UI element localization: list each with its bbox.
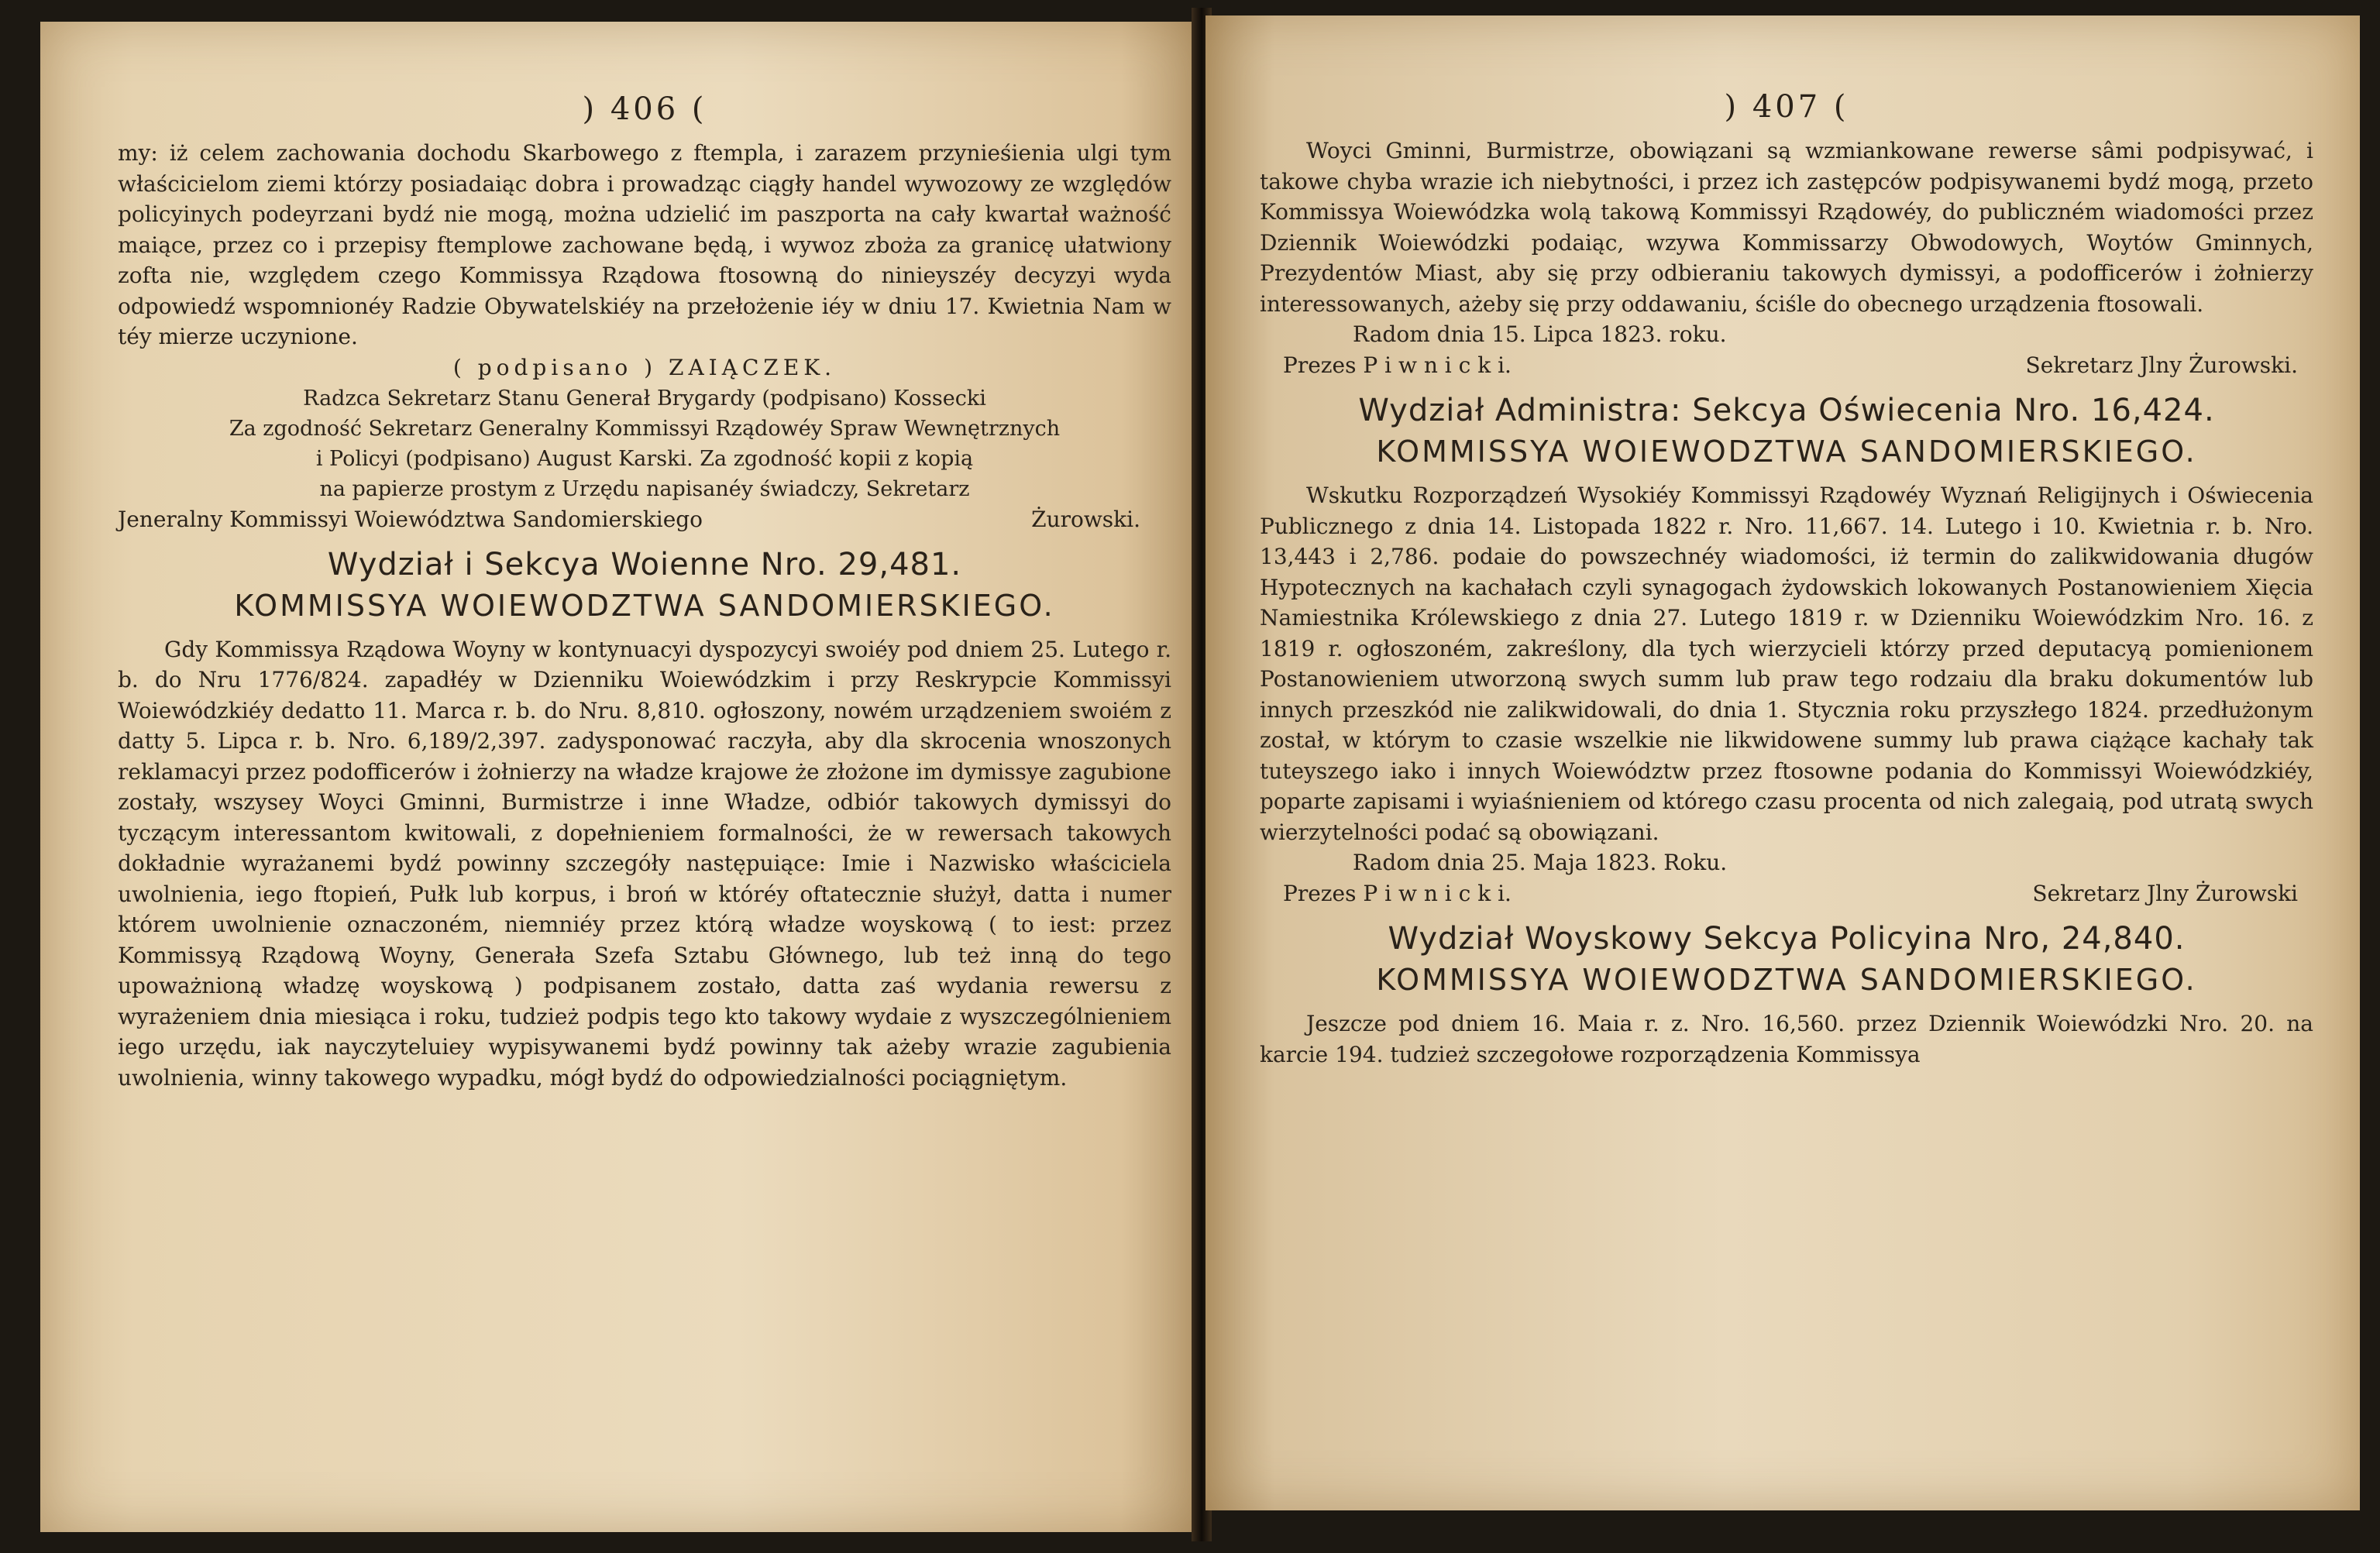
date-2: Radom dnia 25. Maja 1823. Roku. xyxy=(1353,850,1728,875)
secretary-1: Sekretarz Jlny Żurowski. xyxy=(2025,352,2298,378)
right-commission-title-2: KOMMISSYA WOIEWODZTWA SANDOMIERSKIEGO. xyxy=(1376,963,2197,997)
right-page xyxy=(1205,15,2360,1510)
left-continuation-text: my: iż celem zachowania dochodu Skarbowego z ftempla, i zarazem przynieśienia ulgi tym właścicielom ziemi którzy posiadaiąc dobra i prowadząc ciągły handel wywozowy ze względów policyinych podeyrzani bydź nie mogą, można udzielić im paszporta na cały kwartał ważność maiące, przez co i przepisy ftemplowe zachowane będą, i wywoz zboża za granicę ułatwiony zofta nie, względem czego Kommissya Rządowa ftosowną do ninieyszéy decyzyi wyda odpowiedź wspomnionéy Radzie Obywatelskiéy na przełożenie iéy w dniu 17. Kwietnia Nam w téy mierze uczynione. xyxy=(118,140,1171,349)
signatories-1 xyxy=(1260,350,2313,381)
signature-text: ( podpisano ) ZAIĄCZEK. xyxy=(452,354,837,380)
date-1: Radom dnia 15. Lipca 1823. roku. xyxy=(1353,321,1727,347)
secretary-2: Sekretarz Jlny Żurowski xyxy=(2032,881,2298,906)
right-section-title: Wydział Administra: Sekcya Oświecenia Nro. 16,424. xyxy=(1358,393,2215,428)
conformity-line-1: Za zgodność Sekretarz Generalny Kommissyi Rządowéy Spraw Wewnętrznych xyxy=(229,416,1061,441)
signature-line xyxy=(118,352,1171,383)
left-page xyxy=(40,22,1202,1532)
conformity-line-2: i Policyi (podpisano) August Karski. Za zgodność kopii z kopią xyxy=(315,446,974,471)
conformity-office: Jeneralny Kommissyi Woiewództwa Sandomierskiego xyxy=(118,506,703,532)
date-line-2 xyxy=(1260,847,2313,878)
left-commission-title: KOMMISSYA WOIEWODZTWA SANDOMIERSKIEGO. xyxy=(234,588,1055,623)
president-2: Prezes P i w n i c k i. xyxy=(1283,881,1512,906)
date-line-1 xyxy=(1260,319,2313,350)
conformity-line-4 xyxy=(118,504,1171,535)
right-body-text-2: Jeszcze pod dniem 16. Maia r. z. Nro. 16,560. przez Dziennik Woiewódzki Nro. 20. na karcie 194. tudzież szczegołowe rozporządzenia Kommissya xyxy=(1260,1011,2313,1067)
page-number-left: ) 406 ( xyxy=(582,91,707,127)
right-commission-title: KOMMISSYA WOIEWODZTWA SANDOMIERSKIEGO. xyxy=(1376,435,2197,469)
conformity-line-3: na papierze prostym z Urzędu napisanéy świadczy, Sekretarz xyxy=(319,476,970,501)
signatories-2 xyxy=(1260,878,2313,909)
conformity-signatory: Żurowski. xyxy=(1031,506,1140,532)
secretary-line: Radzca Sekretarz Stanu Generał Brygardy (podpisano) Kossecki xyxy=(303,386,986,411)
right-section-title-2: Wydział Woyskowy Sekcya Policyina Nro, 24,840. xyxy=(1388,921,2186,957)
right-continuation-text: Woyci Gminni, Burmistrze, obowiązani są wzmiankowane rewerse sâmi podpisywać, i takowe chyba wrazie ich niebytności, i przez ich zastępców podpisywanemi bydź mogą, przeto Kommissya Woiewódzka wolą takową Kommissyi Rządowéy, do publiczném wiadomości przez Dziennik Woiewódzki podaiąc, wzywa Kommissarzy Obwodowych, Woytów Gminnych, Prezydentów Miast, aby się przy odbieraniu takowych dymissyi, a podofficerów i żołnierzy interessowanych, ażeby się przy oddawaniu, ściśle do obecnego urządzenia ftosowali. xyxy=(1260,138,2313,317)
president-1: Prezes P i w n i c k i. xyxy=(1283,352,1512,378)
left-body-text: Gdy Kommissya Rządowa Woyny w kontynuacyi dyspozycyi swoiéy pod dniem 25. Lutego r. b. do Nru 1776/824. zapadłéy w Dzienniku Woiewódzkim i przy Reskrypcie Kommissyi Woiewódzkiéy dedatto 11. Marca r. b. do Nru. 8,810. ogłoszony, nowém urządzeniem swoiém z datty 5. Lipca r. b. Nro. 6,189/2,397. zadysponować raczyła, aby dla skrocenia wnoszonych reklamacyi przez podofficerów i żołnierzy na władze krajowe że złożone im dymissye zagubione zostały, wszysey Woyci Gminni, Burmistrze i inne Władze, odbiór takowych dymissyi do tyczącym interessantom kwitowali, z dopełnieniem formalności, że w rewersach takowych dokładnie wyrażanemi bydź powinny szczegóły następuiące: Imie i Nazwisko właściciela uwolnienia, iego ftopień, Pułk lub korpus, i broń w któréy oftatecznie służył, datta i numer którem uwolnienie oznaczoném, niemniéy przez którą władze woyskową ( to iest: przez Kommissyą Rządową Woyny, Generała Szefa Sztabu Głównego, lub też inną do tego upoważnioną władzę woyskową ) podpisanem zostało, datta zaś wydania rewersu z wyrażeniem dnia miesiąca i roku, tudzież podpis tego kto takowy wydaie z wyszczególnieniem iego urzędu, iak nayczyteluiey wypisywanemi bydź powinny tak ażeby wrazie zagubienia uwolnienia, winny takowego wypadku, mógł bydź do odpowiedzialności pociągniętym. xyxy=(118,636,1171,1091)
left-section-title: Wydział i Sekcya Woienne Nro. 29,481. xyxy=(327,546,962,582)
page-number-right: ) 407 ( xyxy=(1724,89,1849,125)
right-body-text: Wskutku Rozporządzeń Wysokiéy Kommissyi Rządowéy Wyznań Religijnych i Oświecenia Publicznego z dnia 14. Listopada 1822 r. Nro. 11,667. 14. Lutego i 10. Kwietnia r. b. Nro. 13,443 i 2,786. podaie do powszechnéy wiadomości, iż termin do zalikwidowania długów Hypotecznych na kachałach czyli synagogach żydowskich lokowanych Postanowieniem Xięcia Namiestnika Królewskiego z dnia 27. Lutego 1819 r. w Dzienniku Woiewódzkim Nro. 16. z 1819 r. ogłoszoném, zakreślony, dla tych wierzycieli którzy przed deputacyą pomienionem Postanowieniem utworzoną swych summ lub praw tego rodzaiu dla braku dokumentów lub innych przeszkód nie zalikwidowali, do dnia 1. Stycznia roku przyszłego 1824. przedłużonym został, w którym to czasie wszelkie nie likwidowene summy lub prawa ciążące kachały tak tuteyszego iako i innych Woiewództw przez ftosowne podania do Kommissyi Woiewódzkiéy, poparte zapisami i wyiaśnieniem od którego czasu procenta od nich zalegaią, pod utratą swych wierzytelności podać są obowiązani. xyxy=(1260,483,2313,845)
